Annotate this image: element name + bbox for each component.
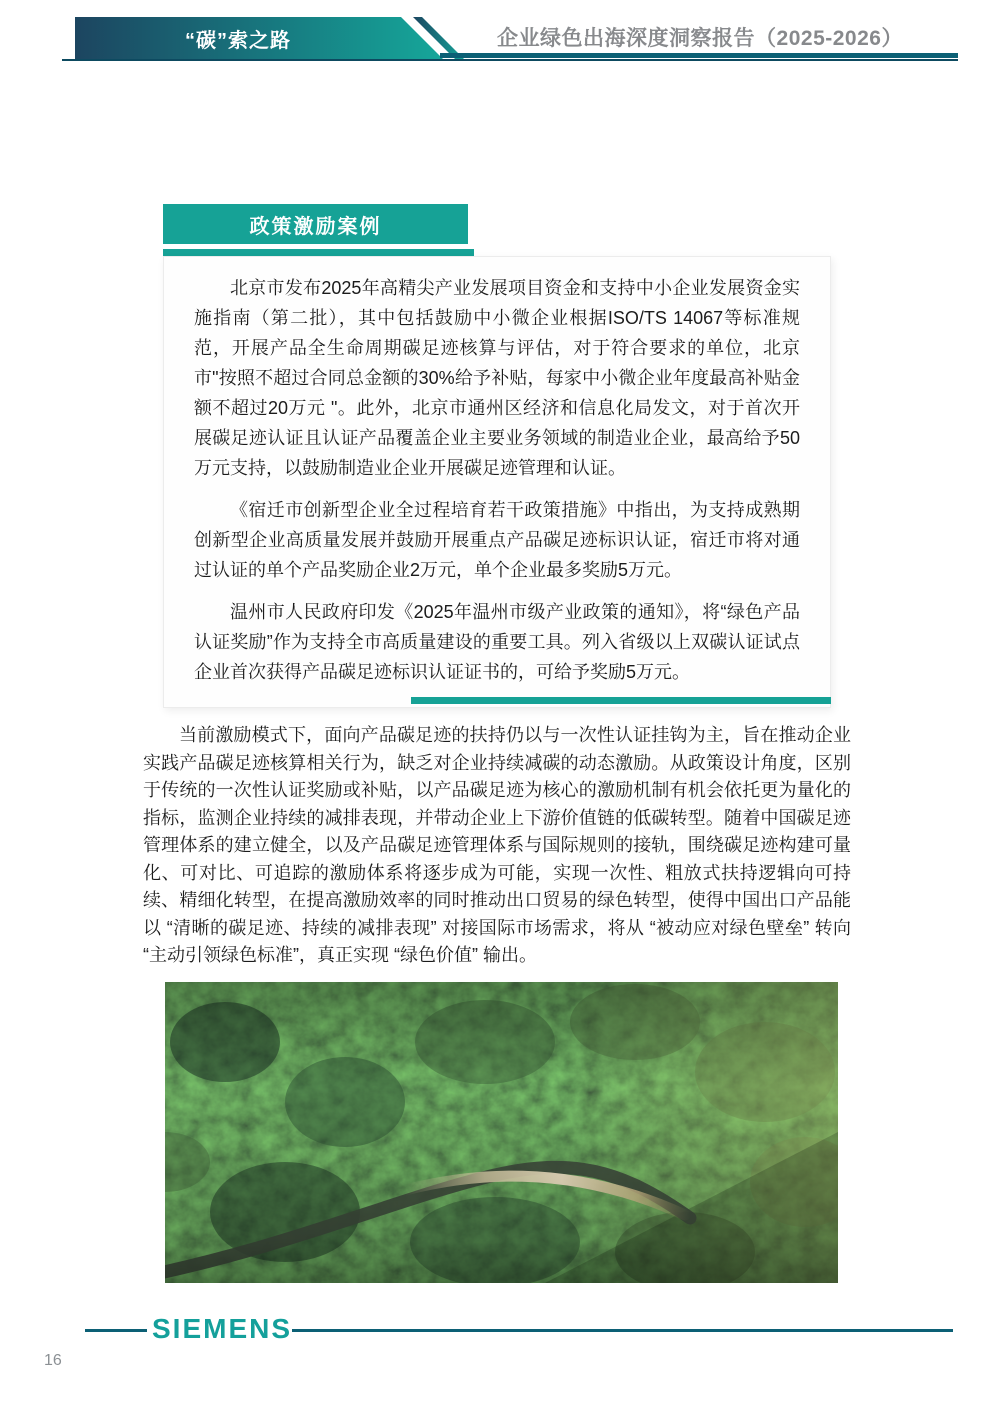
header-rule [62,59,958,61]
report-title: 企业绿色出海深度洞察报告（2025-2026） [497,27,903,50]
page-number: 16 [44,1352,62,1369]
siemens-logo: SIEMENS [152,1313,293,1344]
footer-rule-right [292,1329,953,1332]
case-box [163,256,831,708]
case-box-title: 政策激励案例 [163,204,468,244]
forest-photo-graphic [165,982,838,1283]
case-paragraph-wenzhou: 温州市人民政府印发《2025年温州市级产业政策的通知》，将“绿色产品认证奖励”作为支持全市高质量建设的重要工具。列入省级以上双碳认证试点企业首次获得产品碳足迹标识认证证书的，可给予奖励5万元。 [194,602,800,682]
case-box-bottom-accent [411,697,831,704]
footer-rule-left [85,1329,147,1332]
case-paragraph-beijing: 北京市发布2025年高精尖产业发展项目资金和支持中小企业发展资金实施指南（第二批），其中包括鼓励中小微企业根据ISO/TS 14067等标准规范，开展产品全生命周期碳足迹核算与评估，对于符合要求的单位，北京市"按照不超过合同总金额的30%给予补贴，每家中小微企业年度最高补贴金额不超过20万元 "。此外，北京市通州区经济和信息化局发文，对于首次开展碳足迹认证且认证产品覆盖企业主要业务领域的制造业企业，最高给予50万元支持，以鼓励制造业企业开展碳足迹管理和认证。 [194,278,800,478]
header-accent-rule [440,53,958,58]
forest-aerial-photo [165,982,838,1283]
case-box-top-accent [163,249,474,256]
body-paragraph: 当前激励模式下，面向产品碳足迹的扶持仍以与一次性认证挂钩为主，旨在推动企业实践产品碳足迹核算相关行为，缺乏对企业持续减碳的动态激励。从政策设计角度，区别于传统的一次性认证奖励或补贴，以产品碳足迹为核心的激励机制有机会依托更为量化的指标，监测企业持续的减排表现，并带动企业上下游价值链的低碳转型。随着中国碳足迹管理体系的建立健全，以及产品碳足迹管理体系与国际规则的接轨，围绕碳足迹构建可量化、可对比、可追踪的激励体系将逐步成为可能，实现一次性、粗放式扶持逻辑向可持续、精细化转型，在提高激励效率的同时推动出口贸易的绿色转型，使得中国出口产品能以 “清晰的碳足迹、持续的减排表现” 对接国际市场需求，将从 “被动应对绿色壁垒” 转向 “主动引领绿色标准”，真正实现 “绿色价值” 输出。 [143,725,851,965]
case-paragraph-suqian: 《宿迁市创新型企业全过程培育若干政策措施》中指出，为支持成熟期创新型企业高质量发展并鼓励开展重点产品碳足迹标识认证，宿迁市将对通过认证的单个产品奖励企业2万元，单个企业最多奖励5万元。 [194,500,800,580]
header-banner-label: “碳”索之路 [185,29,291,52]
